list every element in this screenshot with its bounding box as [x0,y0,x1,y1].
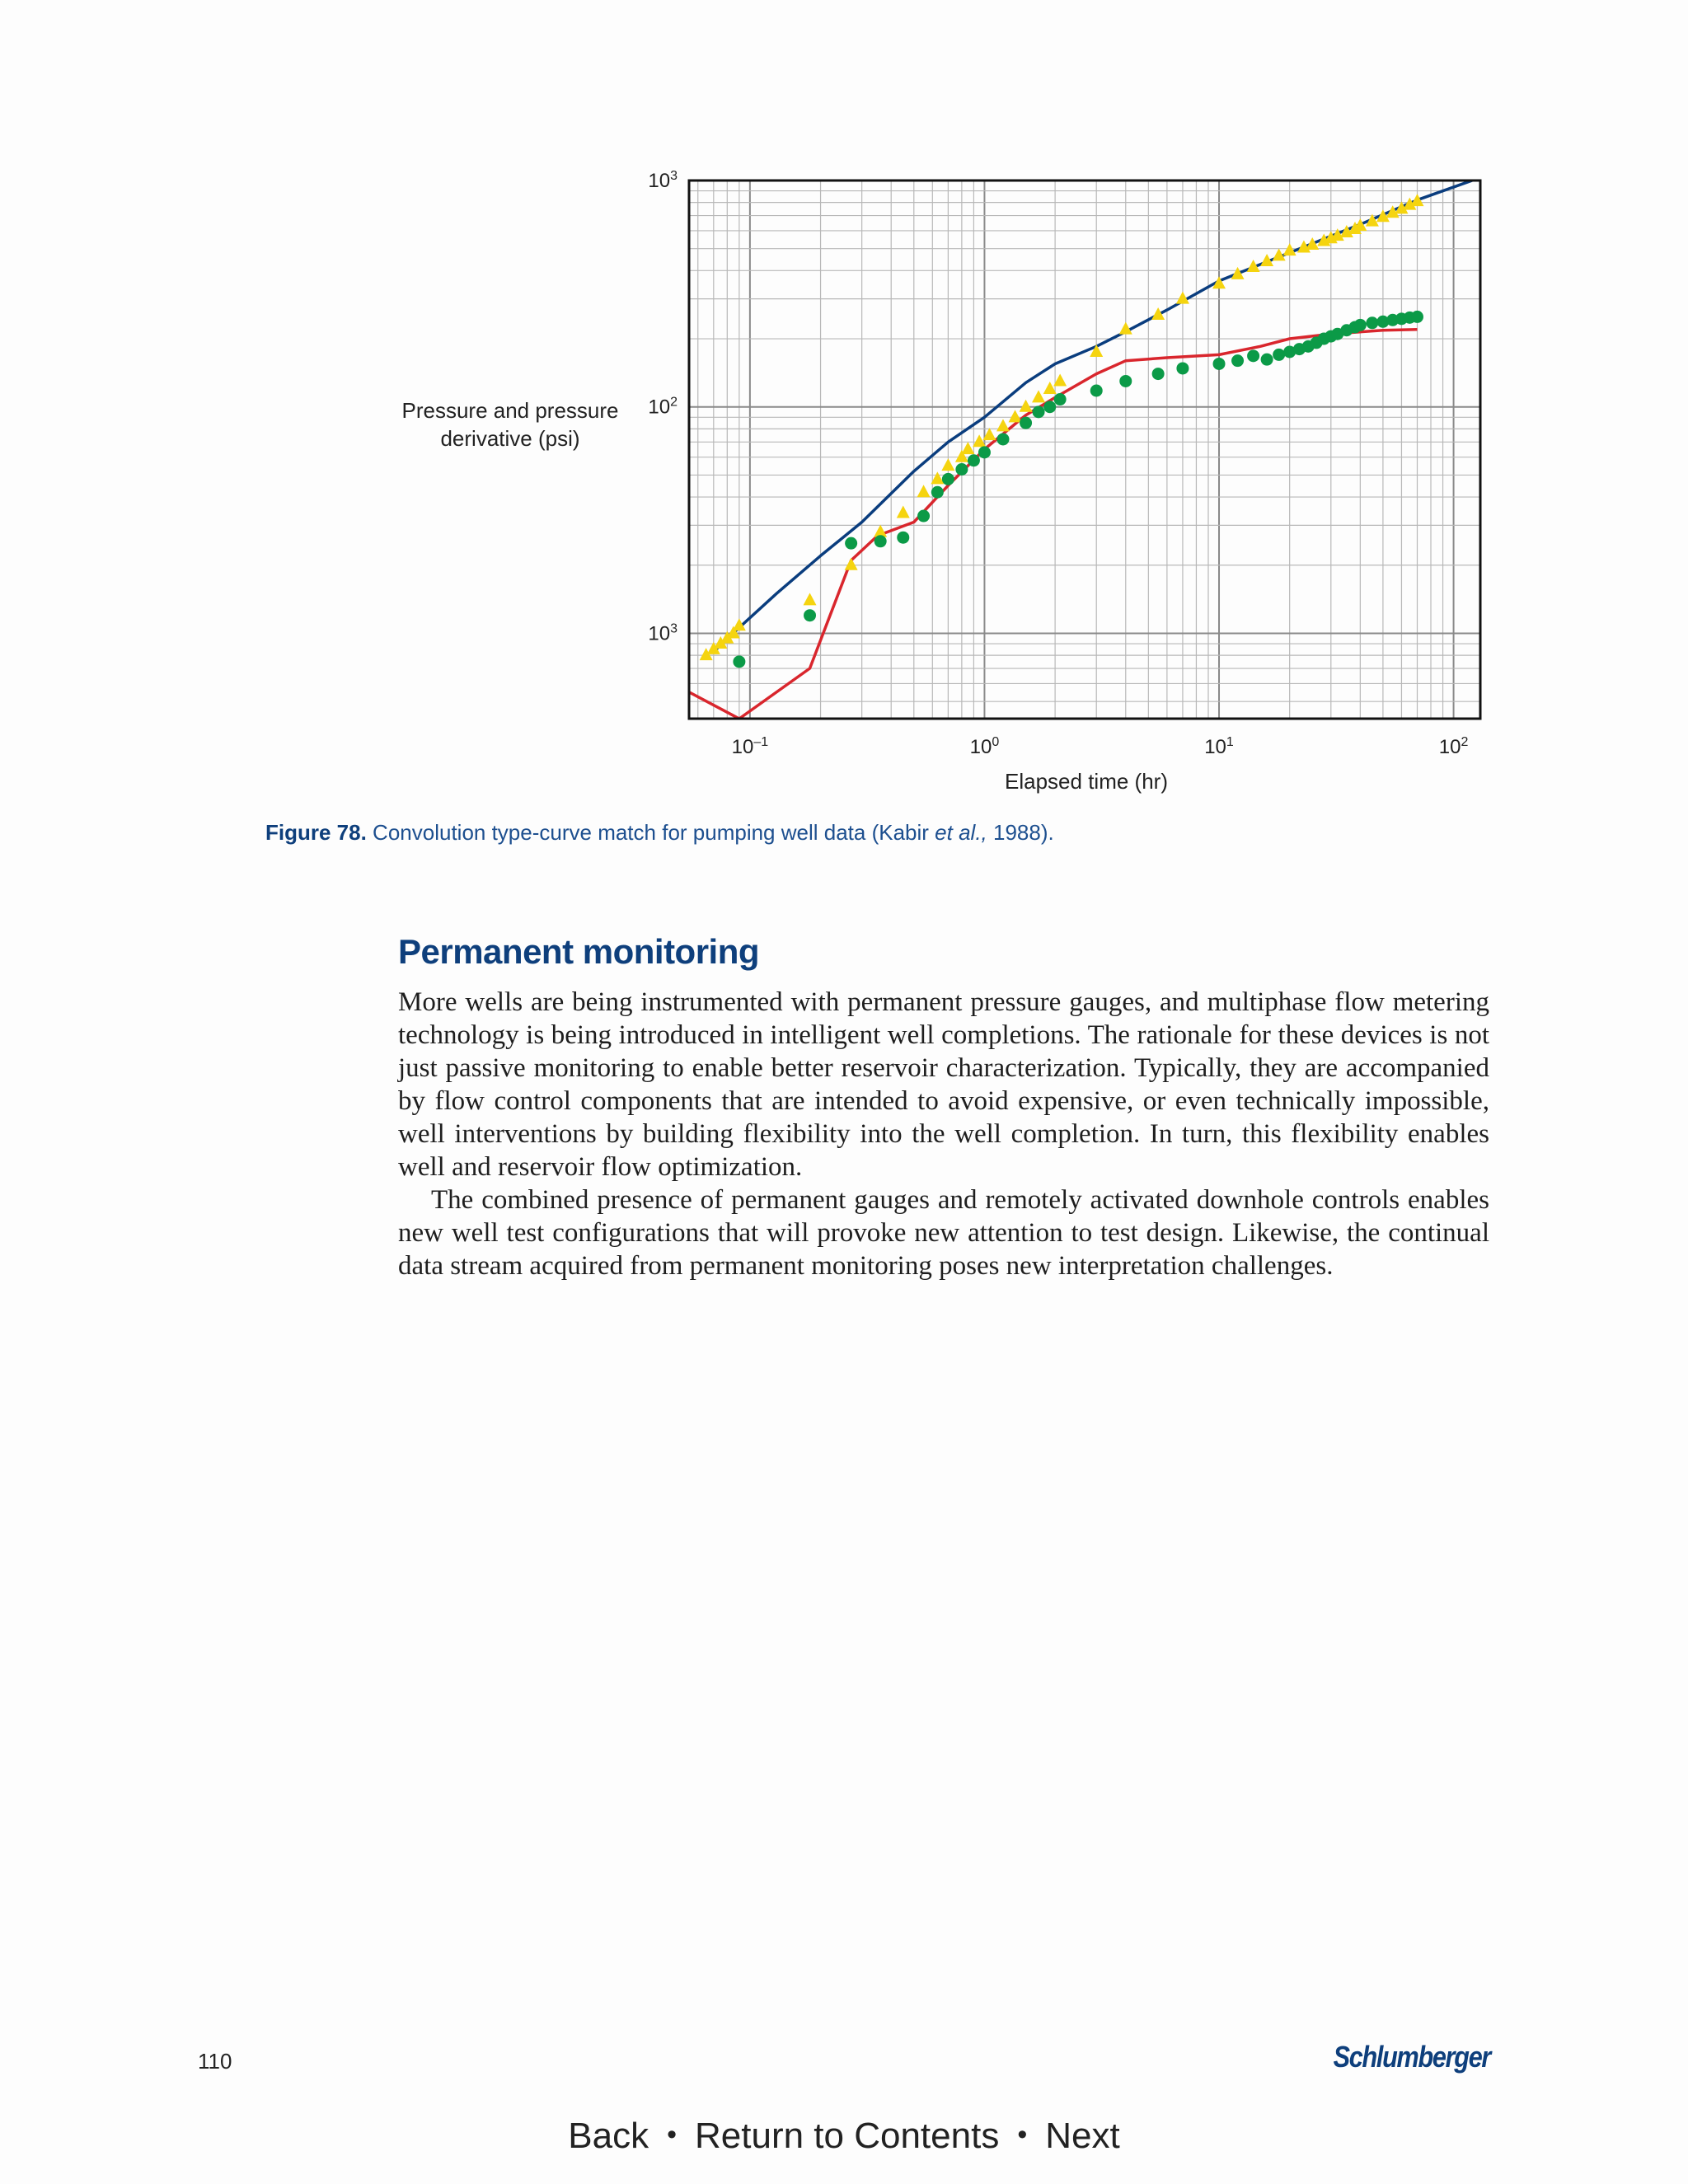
triangle-point [845,558,858,570]
circle-point [804,609,816,621]
circle-point [996,433,1009,445]
triangle-point [1090,344,1103,357]
triangle-point [897,505,910,518]
return-to-contents-link[interactable]: Return to Contents [695,2116,1000,2156]
circle-point [1213,358,1226,370]
triangle-point [1410,194,1423,206]
y-axis-title-line2: derivative (psi) [440,426,580,451]
circle-point [968,454,980,466]
triangle-point [1306,237,1319,250]
x-axis-title: Elapsed time (hr) [1005,769,1168,794]
section-heading: Permanent monitoring [398,932,760,971]
circle-point [1411,311,1423,323]
nav-separator: • [667,2118,677,2150]
x-tick-label: $10^2$ [1438,735,1469,758]
nav-separator: • [1017,2118,1028,2150]
circle-point [1043,401,1056,413]
y-tick-label: $10^2$ [648,395,678,419]
triangle-point [961,442,974,454]
triangle-point [1020,400,1033,412]
plot-frame [689,180,1480,719]
triangle-point [1032,390,1045,402]
circle-point [845,537,857,550]
caption-italic: et al., [935,820,987,845]
x-tick-label: $10^1$ [1204,735,1234,758]
circle-point [1152,368,1165,380]
circle-point [1261,354,1273,366]
circle-point [1366,316,1378,329]
chart-grid [689,180,1480,719]
circle-point [1273,349,1285,361]
triangle-point [1043,382,1057,394]
y-tick-label: $10^3$ [648,621,678,645]
page-navigation [0,2116,1688,2157]
circle-point [1090,384,1103,396]
circle-point [1020,417,1032,429]
circle-point [955,463,968,476]
circle-point [1054,393,1067,405]
circle-point [1176,362,1189,374]
back-link[interactable]: Back [568,2116,649,2156]
circle-point [1354,319,1367,331]
circle-point [942,473,954,485]
next-link[interactable]: Next [1045,2116,1120,2156]
chart-series [689,180,1472,719]
triangle-point [804,593,817,605]
circle-point [917,510,930,523]
triangle-point [996,419,1010,431]
caption-text-end: 1988). [987,820,1054,845]
paragraph-1: More wells are being instrumented with permanent pressure gauges, and multiphase flow metering technology is being introduced in intelligent well completions. The rationale for these devices is not just passive monitoring to enable better reservoir characterization. Typically, they are accompanied by flow control components that are intended to avoid expensive, or even technically impossible, well interventions by building flexibility into the well completion. In turn, this flexibility enables well and reservoir flow optimization. [398,987,1489,1182]
circle-point [978,446,991,458]
figure-label: Figure 78. [265,820,367,845]
circle-point [1119,375,1132,387]
curve-line [714,180,1472,652]
y-axis-title-line1: Pressure and pressure [401,398,619,423]
section-body [398,986,1489,1282]
circle-point [1033,405,1045,418]
schlumberger-logo: Schlumberger [1333,2040,1490,2074]
circle-point [931,486,944,499]
triangle-point [941,458,954,471]
circle-point [897,532,909,544]
x-tick-label: $10^0$ [969,735,1000,758]
y-tick-label: $10^3$ [648,169,678,192]
circle-point [874,535,887,547]
circle-point [1231,354,1244,367]
page-number: 110 [198,2049,232,2074]
circle-point [733,655,745,668]
chart-ticks [648,169,1468,758]
x-tick-label: $10^{-1}$ [731,735,769,758]
pressure-derivative-chart [0,0,1688,865]
caption-text: Convolution type-curve match for pumping well data (Kabir [366,820,935,845]
triangle-point [917,485,931,497]
paragraph-2: The combined presence of permanent gauges and remotely activated downhole controls enables new well test configurations that will provoke new attention to test design. Likewise, the continual data stream acquired from permanent monitoring poses new interpretation challenges. [398,1185,1489,1281]
figure-caption [265,820,1054,846]
circle-point [1247,349,1259,362]
